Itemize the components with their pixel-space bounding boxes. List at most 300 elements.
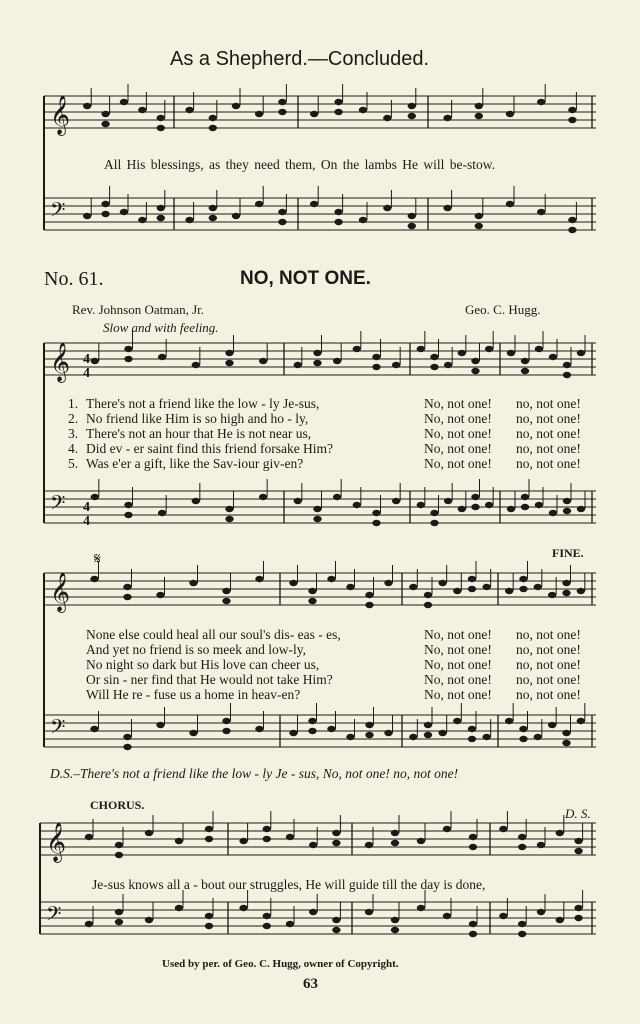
note-head xyxy=(308,718,316,724)
note-head xyxy=(391,830,399,836)
note-head xyxy=(255,726,263,732)
note-head xyxy=(365,592,373,598)
note-head xyxy=(548,722,556,728)
note-head xyxy=(430,364,438,370)
note-head xyxy=(537,909,545,915)
verse-text: Did ev - er saint find this friend forsake Him? xyxy=(86,441,334,456)
note-head xyxy=(286,921,294,927)
note-head xyxy=(123,744,131,750)
note-head xyxy=(138,107,146,113)
note-head xyxy=(443,115,451,121)
note-head xyxy=(232,213,240,219)
verse-text: Was e'er a gift, like the Sav-iour giv-en? xyxy=(86,456,304,471)
note-head xyxy=(85,834,93,840)
note-head xyxy=(537,209,545,215)
note-head xyxy=(372,364,380,370)
verse-text: There's not an hour that He is not near us, xyxy=(86,426,312,441)
refrain-a: No, not one! xyxy=(424,657,492,672)
note-head xyxy=(438,730,446,736)
lyricist: Rev. Johnson Oatman, Jr. xyxy=(72,302,205,317)
note-head xyxy=(568,117,576,123)
refrain-b: no, not one! xyxy=(516,456,581,471)
note-head xyxy=(239,905,247,911)
time-signature: 4 xyxy=(83,352,90,367)
refrain-a: No, not one! xyxy=(424,687,492,702)
page-number: 63 xyxy=(303,976,318,992)
note-head xyxy=(359,217,367,223)
note-head xyxy=(535,502,543,508)
note-head xyxy=(278,99,286,105)
note-head xyxy=(157,215,165,221)
note-head xyxy=(259,358,267,364)
song-title: NO, NOT ONE. xyxy=(240,268,371,289)
note-head xyxy=(444,362,452,368)
note-head xyxy=(521,358,529,364)
note-head xyxy=(310,201,318,207)
verse-line xyxy=(68,456,588,472)
note-head xyxy=(157,205,165,211)
verse-line xyxy=(86,672,606,688)
fine-mark: FINE. xyxy=(552,546,584,560)
note-head xyxy=(222,728,230,734)
note-head xyxy=(263,913,271,919)
note-head xyxy=(475,103,483,109)
note-head xyxy=(518,834,526,840)
note-head xyxy=(458,350,466,356)
note-head xyxy=(519,576,527,582)
note-head xyxy=(255,576,263,582)
note-head xyxy=(308,588,316,594)
verse-text: No night so dark but His love can cheer us, xyxy=(86,657,320,672)
note-head xyxy=(365,842,373,848)
note-head xyxy=(124,502,132,508)
note-head xyxy=(499,826,507,832)
note-head xyxy=(499,913,507,919)
verse-line xyxy=(86,657,606,673)
note-head xyxy=(115,909,123,915)
note-head xyxy=(91,358,99,364)
note-head xyxy=(278,109,286,115)
note-head xyxy=(185,217,193,223)
note-head xyxy=(518,921,526,927)
refrain-a: No, not one! xyxy=(424,396,492,411)
note-head xyxy=(384,730,392,736)
note-head xyxy=(289,730,297,736)
note-head xyxy=(521,494,529,500)
note-head xyxy=(101,111,109,117)
verse-number: 2. xyxy=(68,411,79,426)
note-head xyxy=(158,510,166,516)
note-head xyxy=(391,917,399,923)
note-head xyxy=(308,598,316,604)
treble-clef-icon: 𝄞 xyxy=(46,822,67,862)
note-head xyxy=(124,512,132,518)
refrain-b: no, not one! xyxy=(516,441,581,456)
note-head xyxy=(519,726,527,732)
note-head xyxy=(471,358,479,364)
note-head xyxy=(90,576,98,582)
note-head xyxy=(519,736,527,742)
note-head xyxy=(549,354,557,360)
note-head xyxy=(453,718,461,724)
note-head xyxy=(189,730,197,736)
verse-text: Or sin - ner find that He would not take Him? xyxy=(86,672,333,687)
note-head xyxy=(534,734,542,740)
note-head xyxy=(346,584,354,590)
verse-line xyxy=(68,396,588,412)
note-head xyxy=(574,915,582,921)
note-head xyxy=(568,227,576,233)
note-head xyxy=(313,360,321,366)
note-head xyxy=(430,520,438,526)
note-head xyxy=(327,726,335,732)
verse-line xyxy=(68,411,588,427)
refrain-a: No, not one! xyxy=(424,642,492,657)
note-head xyxy=(91,494,99,500)
note-head xyxy=(562,730,570,736)
note-head xyxy=(475,223,483,229)
note-head xyxy=(468,726,476,732)
note-head xyxy=(85,921,93,927)
note-head xyxy=(563,362,571,368)
note-head xyxy=(346,734,354,740)
note-head xyxy=(506,201,514,207)
note-head xyxy=(443,205,451,211)
note-head xyxy=(507,350,515,356)
note-head xyxy=(537,842,545,848)
note-head xyxy=(563,372,571,378)
note-head xyxy=(563,508,571,514)
note-head xyxy=(537,99,545,105)
note-head xyxy=(482,734,490,740)
note-head xyxy=(309,909,317,915)
note-head xyxy=(332,917,340,923)
note-head xyxy=(278,219,286,225)
time-signature: 4 xyxy=(83,366,90,381)
refrain-a: No, not one! xyxy=(424,672,492,687)
note-head xyxy=(353,346,361,352)
note-head xyxy=(471,368,479,374)
note-head xyxy=(145,917,153,923)
note-head xyxy=(417,346,425,352)
note-head xyxy=(549,510,557,516)
note-head xyxy=(468,736,476,742)
note-head xyxy=(145,830,153,836)
refrain-a: No, not one! xyxy=(424,426,492,441)
note-head xyxy=(124,346,132,352)
refrain-b: no, not one! xyxy=(516,672,581,687)
note-head xyxy=(574,838,582,844)
note-head xyxy=(443,913,451,919)
note-head xyxy=(468,586,476,592)
note-head xyxy=(505,588,513,594)
note-head xyxy=(408,103,416,109)
note-head xyxy=(294,362,302,368)
verse-number: 1. xyxy=(68,396,79,411)
copyright-credit: Used by per. of Geo. C. Hugg, owner of Copyright. xyxy=(162,958,399,970)
note-head xyxy=(313,506,321,512)
refrain-a: No, not one! xyxy=(424,411,492,426)
verse-text: And yet no friend is so meek and low-ly, xyxy=(86,642,306,657)
refrain-b: no, not one! xyxy=(516,411,581,426)
note-head xyxy=(485,346,493,352)
note-head xyxy=(424,722,432,728)
note-head xyxy=(83,213,91,219)
note-head xyxy=(372,354,380,360)
note-head xyxy=(175,905,183,911)
refrain-b: no, not one! xyxy=(516,657,581,672)
note-head xyxy=(353,502,361,508)
note-head xyxy=(372,510,380,516)
section-heading: As a Shepherd.—Concluded. xyxy=(170,48,430,70)
note-head xyxy=(334,209,342,215)
note-head xyxy=(556,917,564,923)
note-head xyxy=(101,201,109,207)
verse-line xyxy=(68,441,588,457)
note-head xyxy=(120,209,128,215)
note-head xyxy=(506,111,514,117)
note-head xyxy=(333,494,341,500)
bass-clef-icon: 𝄢 xyxy=(50,198,66,226)
note-head xyxy=(365,909,373,915)
note-head xyxy=(408,223,416,229)
verse-line xyxy=(68,426,588,442)
verse-text: There's not a friend like the low - ly Je-sus, xyxy=(86,396,320,411)
note-head xyxy=(577,350,585,356)
note-head xyxy=(568,107,576,113)
note-head xyxy=(430,354,438,360)
note-head xyxy=(408,113,416,119)
note-head xyxy=(333,358,341,364)
note-head xyxy=(225,360,233,366)
note-head xyxy=(332,927,340,933)
note-head xyxy=(138,217,146,223)
verse-line xyxy=(86,642,606,658)
note-head xyxy=(189,580,197,586)
note-head xyxy=(327,576,335,582)
note-head xyxy=(185,107,193,113)
note-head xyxy=(232,103,240,109)
note-head xyxy=(471,504,479,510)
refrain-b: no, not one! xyxy=(516,687,581,702)
note-head xyxy=(259,494,267,500)
note-head xyxy=(239,838,247,844)
note-head xyxy=(485,502,493,508)
chorus-lyric: Je-sus knows all a - bout our struggles, He will guide till the day is done, xyxy=(92,877,486,892)
bass-clef-icon: 𝄢 xyxy=(50,715,66,743)
note-head xyxy=(469,834,477,840)
note-head xyxy=(123,734,131,740)
note-head xyxy=(568,217,576,223)
note-head xyxy=(424,602,432,608)
note-head xyxy=(469,844,477,850)
note-head xyxy=(115,852,123,858)
note-head xyxy=(383,205,391,211)
treble-clef-icon: 𝄞 xyxy=(50,95,71,135)
refrain-a: No, not one! xyxy=(424,441,492,456)
note-head xyxy=(534,584,542,590)
note-head xyxy=(574,905,582,911)
note-head xyxy=(334,219,342,225)
verse-number: 4. xyxy=(68,441,79,456)
note-head xyxy=(365,722,373,728)
note-head xyxy=(417,838,425,844)
note-head xyxy=(365,732,373,738)
verse-line xyxy=(86,687,606,703)
top-lyric: All His blessings, as they need them, On the lambs He will be-stow. xyxy=(104,157,495,172)
note-head xyxy=(192,362,200,368)
note-head xyxy=(310,111,318,117)
note-head xyxy=(101,211,109,217)
note-head xyxy=(222,598,230,604)
refrain-b: no, not one! xyxy=(516,426,581,441)
note-head xyxy=(209,215,217,221)
treble-clef-icon: 𝄞 xyxy=(50,572,71,612)
note-head xyxy=(263,836,271,842)
note-head xyxy=(417,502,425,508)
note-head xyxy=(157,115,165,121)
note-head xyxy=(519,586,527,592)
note-head xyxy=(507,506,515,512)
verse-text: No friend like Him is so high and ho - ly, xyxy=(86,411,309,426)
bass-clef-icon: 𝄢 xyxy=(46,902,62,930)
note-head xyxy=(521,368,529,374)
note-head xyxy=(156,592,164,598)
time-signature: 4 xyxy=(83,514,90,529)
note-head xyxy=(205,826,213,832)
time-signature: 4 xyxy=(83,500,90,515)
refrain-a: No, not one! xyxy=(424,627,492,642)
note-head xyxy=(391,927,399,933)
note-head xyxy=(518,844,526,850)
note-head xyxy=(471,494,479,500)
bass-clef-icon: 𝄢 xyxy=(50,491,66,519)
note-head xyxy=(391,840,399,846)
note-head xyxy=(430,510,438,516)
chorus-label: CHORUS. xyxy=(90,798,145,812)
note-head xyxy=(192,498,200,504)
note-head xyxy=(115,842,123,848)
note-head xyxy=(505,718,513,724)
note-head xyxy=(263,923,271,929)
note-head xyxy=(453,588,461,594)
note-head xyxy=(574,848,582,854)
note-head xyxy=(469,921,477,927)
note-head xyxy=(563,498,571,504)
note-head xyxy=(556,830,564,836)
note-head xyxy=(408,213,416,219)
note-head xyxy=(222,718,230,724)
note-head xyxy=(334,109,342,115)
note-head xyxy=(372,520,380,526)
note-head xyxy=(562,590,570,596)
note-head xyxy=(409,584,417,590)
note-head xyxy=(383,115,391,121)
note-head xyxy=(289,580,297,586)
note-head xyxy=(225,506,233,512)
note-head xyxy=(548,592,556,598)
note-head xyxy=(535,346,543,352)
refrain-b: no, not one! xyxy=(516,627,581,642)
note-head xyxy=(205,913,213,919)
note-head xyxy=(222,588,230,594)
verse-text: None else could heal all our soul's dis- eas - es, xyxy=(86,627,341,642)
note-head xyxy=(409,734,417,740)
note-head xyxy=(115,919,123,925)
note-head xyxy=(384,580,392,586)
note-head xyxy=(313,350,321,356)
note-head xyxy=(123,594,131,600)
note-head xyxy=(438,580,446,586)
note-head xyxy=(205,923,213,929)
note-head xyxy=(392,362,400,368)
note-head xyxy=(205,836,213,842)
verse-number: 3. xyxy=(68,426,79,441)
note-head xyxy=(359,107,367,113)
note-head xyxy=(156,722,164,728)
note-head xyxy=(334,99,342,105)
note-head xyxy=(263,826,271,832)
note-head xyxy=(417,905,425,911)
note-head xyxy=(562,580,570,586)
note-head xyxy=(309,842,317,848)
note-head xyxy=(365,602,373,608)
note-head xyxy=(209,205,217,211)
segno-icon: 𝄋 xyxy=(94,551,101,568)
note-head xyxy=(475,113,483,119)
verse-text: Will He re - fuse us a home in heav-en? xyxy=(86,687,301,702)
note-head xyxy=(458,506,466,512)
note-head xyxy=(313,516,321,522)
note-head xyxy=(308,728,316,734)
song-number: No. 61. xyxy=(44,268,104,290)
note-head xyxy=(209,115,217,121)
note-head xyxy=(157,125,165,131)
note-head xyxy=(255,111,263,117)
note-head xyxy=(392,498,400,504)
verse-line xyxy=(86,627,606,643)
note-head xyxy=(225,516,233,522)
note-head xyxy=(577,588,585,594)
ds-mark: D. S. xyxy=(565,806,591,821)
note-head xyxy=(444,498,452,504)
refrain-b: no, not one! xyxy=(516,642,581,657)
note-head xyxy=(124,356,132,362)
note-head xyxy=(101,121,109,127)
note-head xyxy=(577,506,585,512)
note-head xyxy=(83,103,91,109)
note-head xyxy=(209,125,217,131)
refrain-b: no, not one! xyxy=(516,396,581,411)
note-head xyxy=(90,726,98,732)
composer: Geo. C. Hugg. xyxy=(465,302,541,317)
note-head xyxy=(278,209,286,215)
note-head xyxy=(518,931,526,937)
note-head xyxy=(424,732,432,738)
verse-number: 5. xyxy=(68,456,79,471)
note-head xyxy=(123,584,131,590)
note-head xyxy=(562,740,570,746)
treble-clef-icon: 𝄞 xyxy=(50,342,71,382)
note-head xyxy=(577,718,585,724)
ds-line: D.S.–There's not a friend like the low - ly Je - sus, No, not one! no, not one! xyxy=(50,766,459,781)
note-head xyxy=(475,213,483,219)
note-head xyxy=(469,931,477,937)
note-head xyxy=(286,834,294,840)
note-head xyxy=(120,99,128,105)
note-head xyxy=(443,826,451,832)
note-head xyxy=(521,504,529,510)
